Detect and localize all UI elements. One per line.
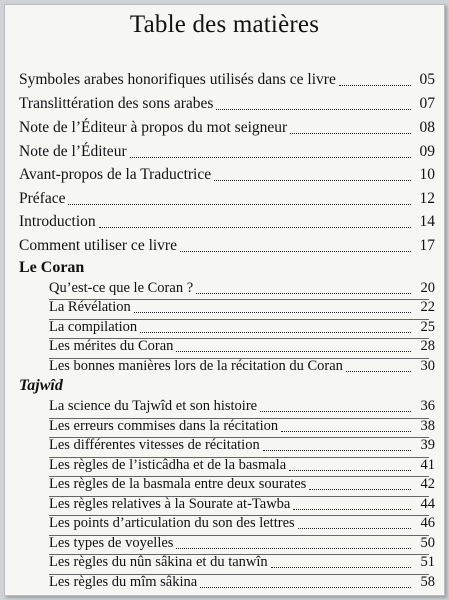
entry-page: 50	[420, 535, 435, 551]
entry-label: Note de l’Éditeur	[19, 143, 127, 160]
entry-label: Les règles relatives à la Sourate at-Tawba	[49, 496, 291, 512]
entry-label: La Révélation	[49, 299, 131, 315]
entry-label: Note de l’Éditeur à propos du mot seigneur	[19, 119, 288, 136]
dot-leader	[176, 350, 411, 352]
entry-label: Avant-propos de la Traductrice	[19, 166, 212, 183]
section-heading: Tajwîd	[19, 377, 63, 394]
toc-page	[4, 4, 445, 596]
dot-leader	[99, 226, 411, 228]
toc-entry	[19, 188, 435, 210]
entry-page: 17	[419, 237, 435, 254]
entry-label: Les différentes vitesses de récitation	[49, 437, 260, 453]
toc-entry	[19, 164, 435, 186]
entry-page: 38	[420, 418, 435, 434]
toc-entry	[19, 235, 435, 257]
section-heading: Le Coran	[19, 259, 85, 276]
entry-page: 30	[420, 358, 435, 374]
toc-subentry	[49, 296, 435, 318]
entry-label: Les règles de l’isticâdha et de la basmala	[49, 457, 287, 473]
entry-page: 42	[420, 476, 435, 492]
dot-leader	[134, 311, 411, 313]
dot-leader	[130, 156, 411, 158]
toc-entry	[19, 141, 435, 163]
entry-label: Les règles du nûn sâkina et du tanwîn	[49, 554, 268, 570]
entry-label: La science du Tajwîd et son histoire	[49, 398, 258, 414]
dot-leader	[214, 179, 411, 181]
entry-label: Symboles arabes honorifiques utilisés dans ce livre	[19, 71, 336, 88]
toc-entry	[19, 69, 435, 91]
toc-entry	[19, 117, 435, 139]
dot-leader	[339, 84, 411, 86]
entry-page: 05	[419, 71, 435, 88]
toc-entry	[19, 211, 435, 233]
dot-leader	[298, 527, 411, 529]
entry-page: 08	[419, 119, 435, 136]
entry-label: Les mérites du Coran	[49, 338, 174, 354]
entry-label: Les règles de la basmala entre deux sourates	[49, 476, 307, 492]
entry-page: 25	[420, 319, 435, 335]
entry-page: 12	[419, 190, 435, 207]
entry-page: 10	[419, 166, 435, 183]
entry-label: Préface	[19, 190, 66, 207]
entry-label: La compilation	[49, 319, 138, 335]
dot-leader	[263, 449, 411, 451]
entry-label: Introduction	[19, 213, 96, 230]
toc-subentry	[49, 355, 435, 377]
dot-leader	[180, 250, 411, 252]
entry-page: 28	[420, 338, 435, 354]
entry-page: 09	[419, 143, 435, 160]
entry-label: Qu’est-ce que le Coran ?	[49, 280, 194, 296]
toc-subentry	[49, 473, 435, 495]
dot-leader	[200, 586, 411, 588]
entry-label: Comment utiliser ce livre	[19, 237, 177, 254]
entry-page: 44	[420, 496, 435, 512]
entry-page: 36	[420, 398, 435, 414]
dot-leader	[260, 410, 411, 412]
entry-page: 14	[419, 213, 435, 230]
entry-label: Les règles du mîm sâkina	[49, 574, 198, 590]
dot-leader	[281, 430, 411, 432]
entry-page: 51	[420, 554, 435, 570]
entry-page: 46	[420, 515, 435, 531]
dot-leader	[271, 566, 411, 568]
toc-subentry	[49, 434, 435, 456]
dot-leader	[293, 508, 411, 510]
dot-leader	[309, 488, 411, 490]
toc-entry	[19, 93, 435, 115]
entry-page: 39	[420, 437, 435, 453]
toc-subentry	[49, 512, 435, 534]
dot-leader	[176, 547, 411, 549]
toc-subentry	[49, 551, 435, 573]
entry-label: Les points d’articulation du son des lettres	[49, 515, 295, 531]
entry-label: Les types de voyelles	[49, 535, 174, 551]
entry-label: Translittération des sons arabes	[19, 95, 214, 112]
entry-page: 22	[420, 299, 435, 315]
entry-label: Les bonnes manières lors de la récitation du Coran	[49, 358, 343, 374]
entry-page: 41	[420, 457, 435, 473]
entry-page: 20	[420, 280, 435, 296]
dot-leader	[289, 469, 411, 471]
page-title: Table des matières	[129, 11, 320, 38]
dot-leader	[290, 132, 411, 134]
dot-leader	[68, 203, 411, 205]
toc-subentry	[49, 395, 435, 417]
dot-leader	[216, 108, 411, 110]
dot-leader	[140, 331, 411, 333]
dot-leader	[196, 292, 411, 294]
entry-page: 07	[419, 95, 435, 112]
entry-page: 58	[420, 574, 435, 590]
dot-leader	[346, 370, 411, 372]
toc-subentry	[49, 335, 435, 357]
entry-label: Les erreurs commises dans la récitation	[49, 418, 279, 434]
toc-subentry	[49, 571, 435, 593]
